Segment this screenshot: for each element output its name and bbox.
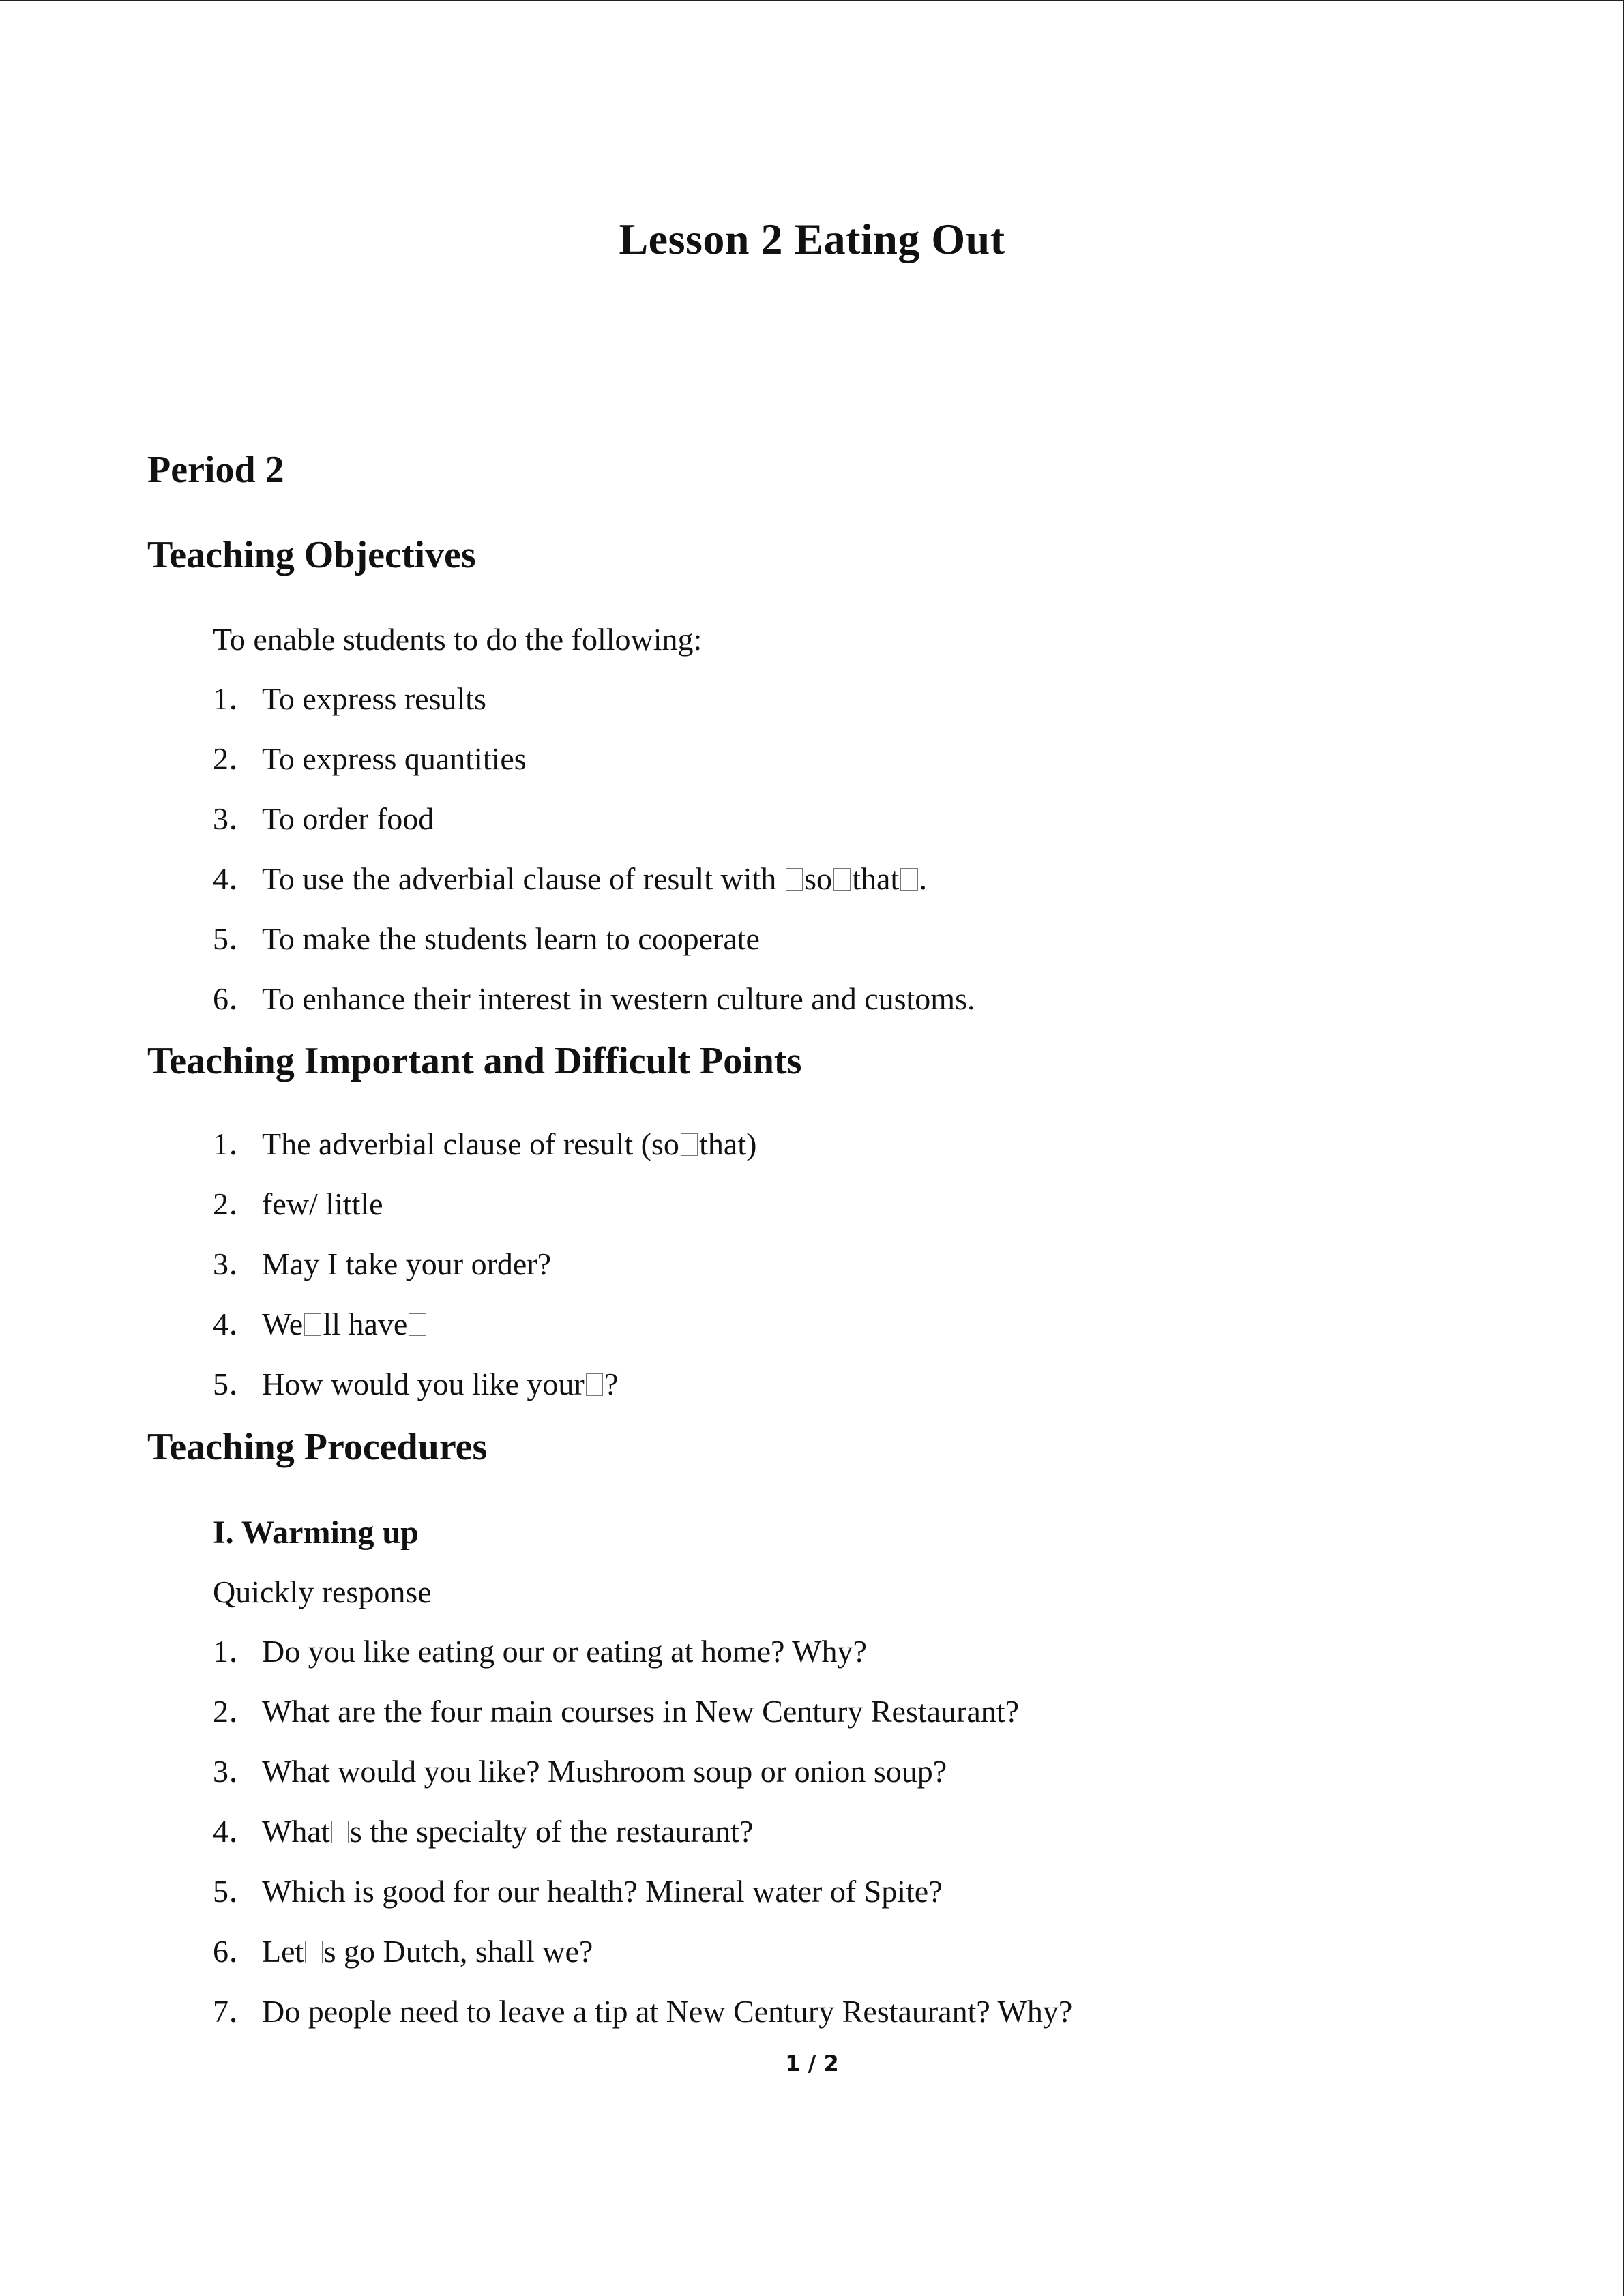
missing-glyph-box: [681, 1133, 698, 1156]
document-title: Lesson 2 Eating Out: [619, 215, 1005, 263]
warming-up-heading: I. Warming up: [213, 1515, 419, 1551]
item-text: To order food: [262, 801, 434, 836]
item-number: 3．: [213, 1754, 260, 1789]
item-text: We: [262, 1307, 304, 1341]
item-number: 5．: [213, 1367, 260, 1401]
point-item: [213, 1305, 428, 1343]
item-number: 1．: [213, 1127, 260, 1161]
missing-glyph-box: [586, 1373, 603, 1396]
question-item: [213, 1693, 1019, 1730]
procedures-heading: Teaching Procedures: [147, 1426, 488, 1468]
item-number: 4．: [213, 1307, 260, 1341]
item-text: s go Dutch, shall we?: [323, 1934, 593, 1969]
objective-item: [213, 980, 975, 1017]
item-text: ?: [604, 1367, 619, 1401]
missing-glyph-box: [786, 868, 803, 891]
item-text: Do you like eating our or eating at home? Why?: [262, 1634, 867, 1669]
item-text: To express quantities: [262, 741, 527, 776]
item-number: 5．: [213, 1874, 260, 1909]
missing-glyph-box: [305, 1941, 322, 1963]
item-text: How would you like your: [262, 1367, 585, 1401]
item-text: To use the adverbial clause of result with: [262, 861, 784, 896]
item-text: Which is good for our health? Mineral water of Spite?: [262, 1874, 943, 1909]
question-item: [213, 1993, 1072, 2030]
item-text: few/ little: [262, 1187, 383, 1221]
item-number: 6．: [213, 981, 260, 1016]
objective-item: [213, 860, 927, 897]
missing-glyph-box: [331, 1821, 349, 1843]
missing-glyph-box: [900, 868, 917, 891]
warming-up-intro: Quickly response: [213, 1575, 432, 1609]
item-number: 2．: [213, 1694, 260, 1729]
objective-item: [213, 680, 486, 717]
item-text: ll have: [323, 1307, 408, 1341]
objective-item: [213, 740, 527, 777]
item-text: Let: [262, 1934, 304, 1969]
item-text: To enhance their interest in western culture and customs.: [262, 981, 975, 1016]
page-number: 1 / 2: [785, 2051, 839, 2076]
question-item: [213, 1813, 753, 1850]
item-text: s the specialty of the restaurant?: [349, 1814, 754, 1849]
item-number: 2．: [213, 741, 260, 776]
item-text: Do people need to leave a tip at New Century Restaurant? Why?: [262, 1994, 1073, 2029]
question-item: [213, 1873, 943, 1910]
item-number: 2．: [213, 1187, 260, 1221]
item-text: May I take your order?: [262, 1247, 552, 1281]
item-text: What would you like? Mushroom soup or onion soup?: [262, 1754, 947, 1789]
period-heading: Period 2: [147, 449, 284, 491]
point-item: [213, 1245, 551, 1283]
item-text: that): [699, 1127, 757, 1161]
missing-glyph-box: [833, 868, 851, 891]
objectives-intro: To enable students to do the following:: [213, 622, 703, 657]
item-number: 1．: [213, 1634, 260, 1669]
point-item: [213, 1185, 383, 1223]
question-item: [213, 1632, 867, 1670]
item-number: 1．: [213, 681, 260, 716]
item-number: 3．: [213, 1247, 260, 1281]
item-number: 4．: [213, 1814, 260, 1849]
objective-item: [213, 920, 760, 957]
point-item: [213, 1365, 618, 1403]
item-text: What: [262, 1814, 330, 1849]
objective-item: [213, 800, 434, 837]
item-number: 5．: [213, 921, 260, 956]
question-item: [213, 1753, 947, 1790]
item-text: so: [804, 861, 832, 896]
missing-glyph-box: [304, 1313, 321, 1336]
item-text: To express results: [262, 681, 486, 716]
item-text: What are the four main courses in New Century Restaurant?: [262, 1694, 1019, 1729]
points-heading: Teaching Important and Difficult Points: [147, 1040, 802, 1082]
question-item: [213, 1933, 593, 1970]
item-number: 3．: [213, 801, 260, 836]
item-text: .: [919, 861, 928, 896]
item-number: 6．: [213, 1934, 260, 1969]
item-text: that: [852, 861, 900, 896]
missing-glyph-box: [409, 1313, 426, 1336]
point-item: [213, 1125, 756, 1163]
item-text: To make the students learn to cooperate: [262, 921, 760, 956]
item-text: The adverbial clause of result (so: [262, 1127, 679, 1161]
item-number: 7．: [213, 1994, 260, 2029]
objectives-heading: Teaching Objectives: [147, 534, 476, 576]
item-number: 4．: [213, 861, 260, 896]
